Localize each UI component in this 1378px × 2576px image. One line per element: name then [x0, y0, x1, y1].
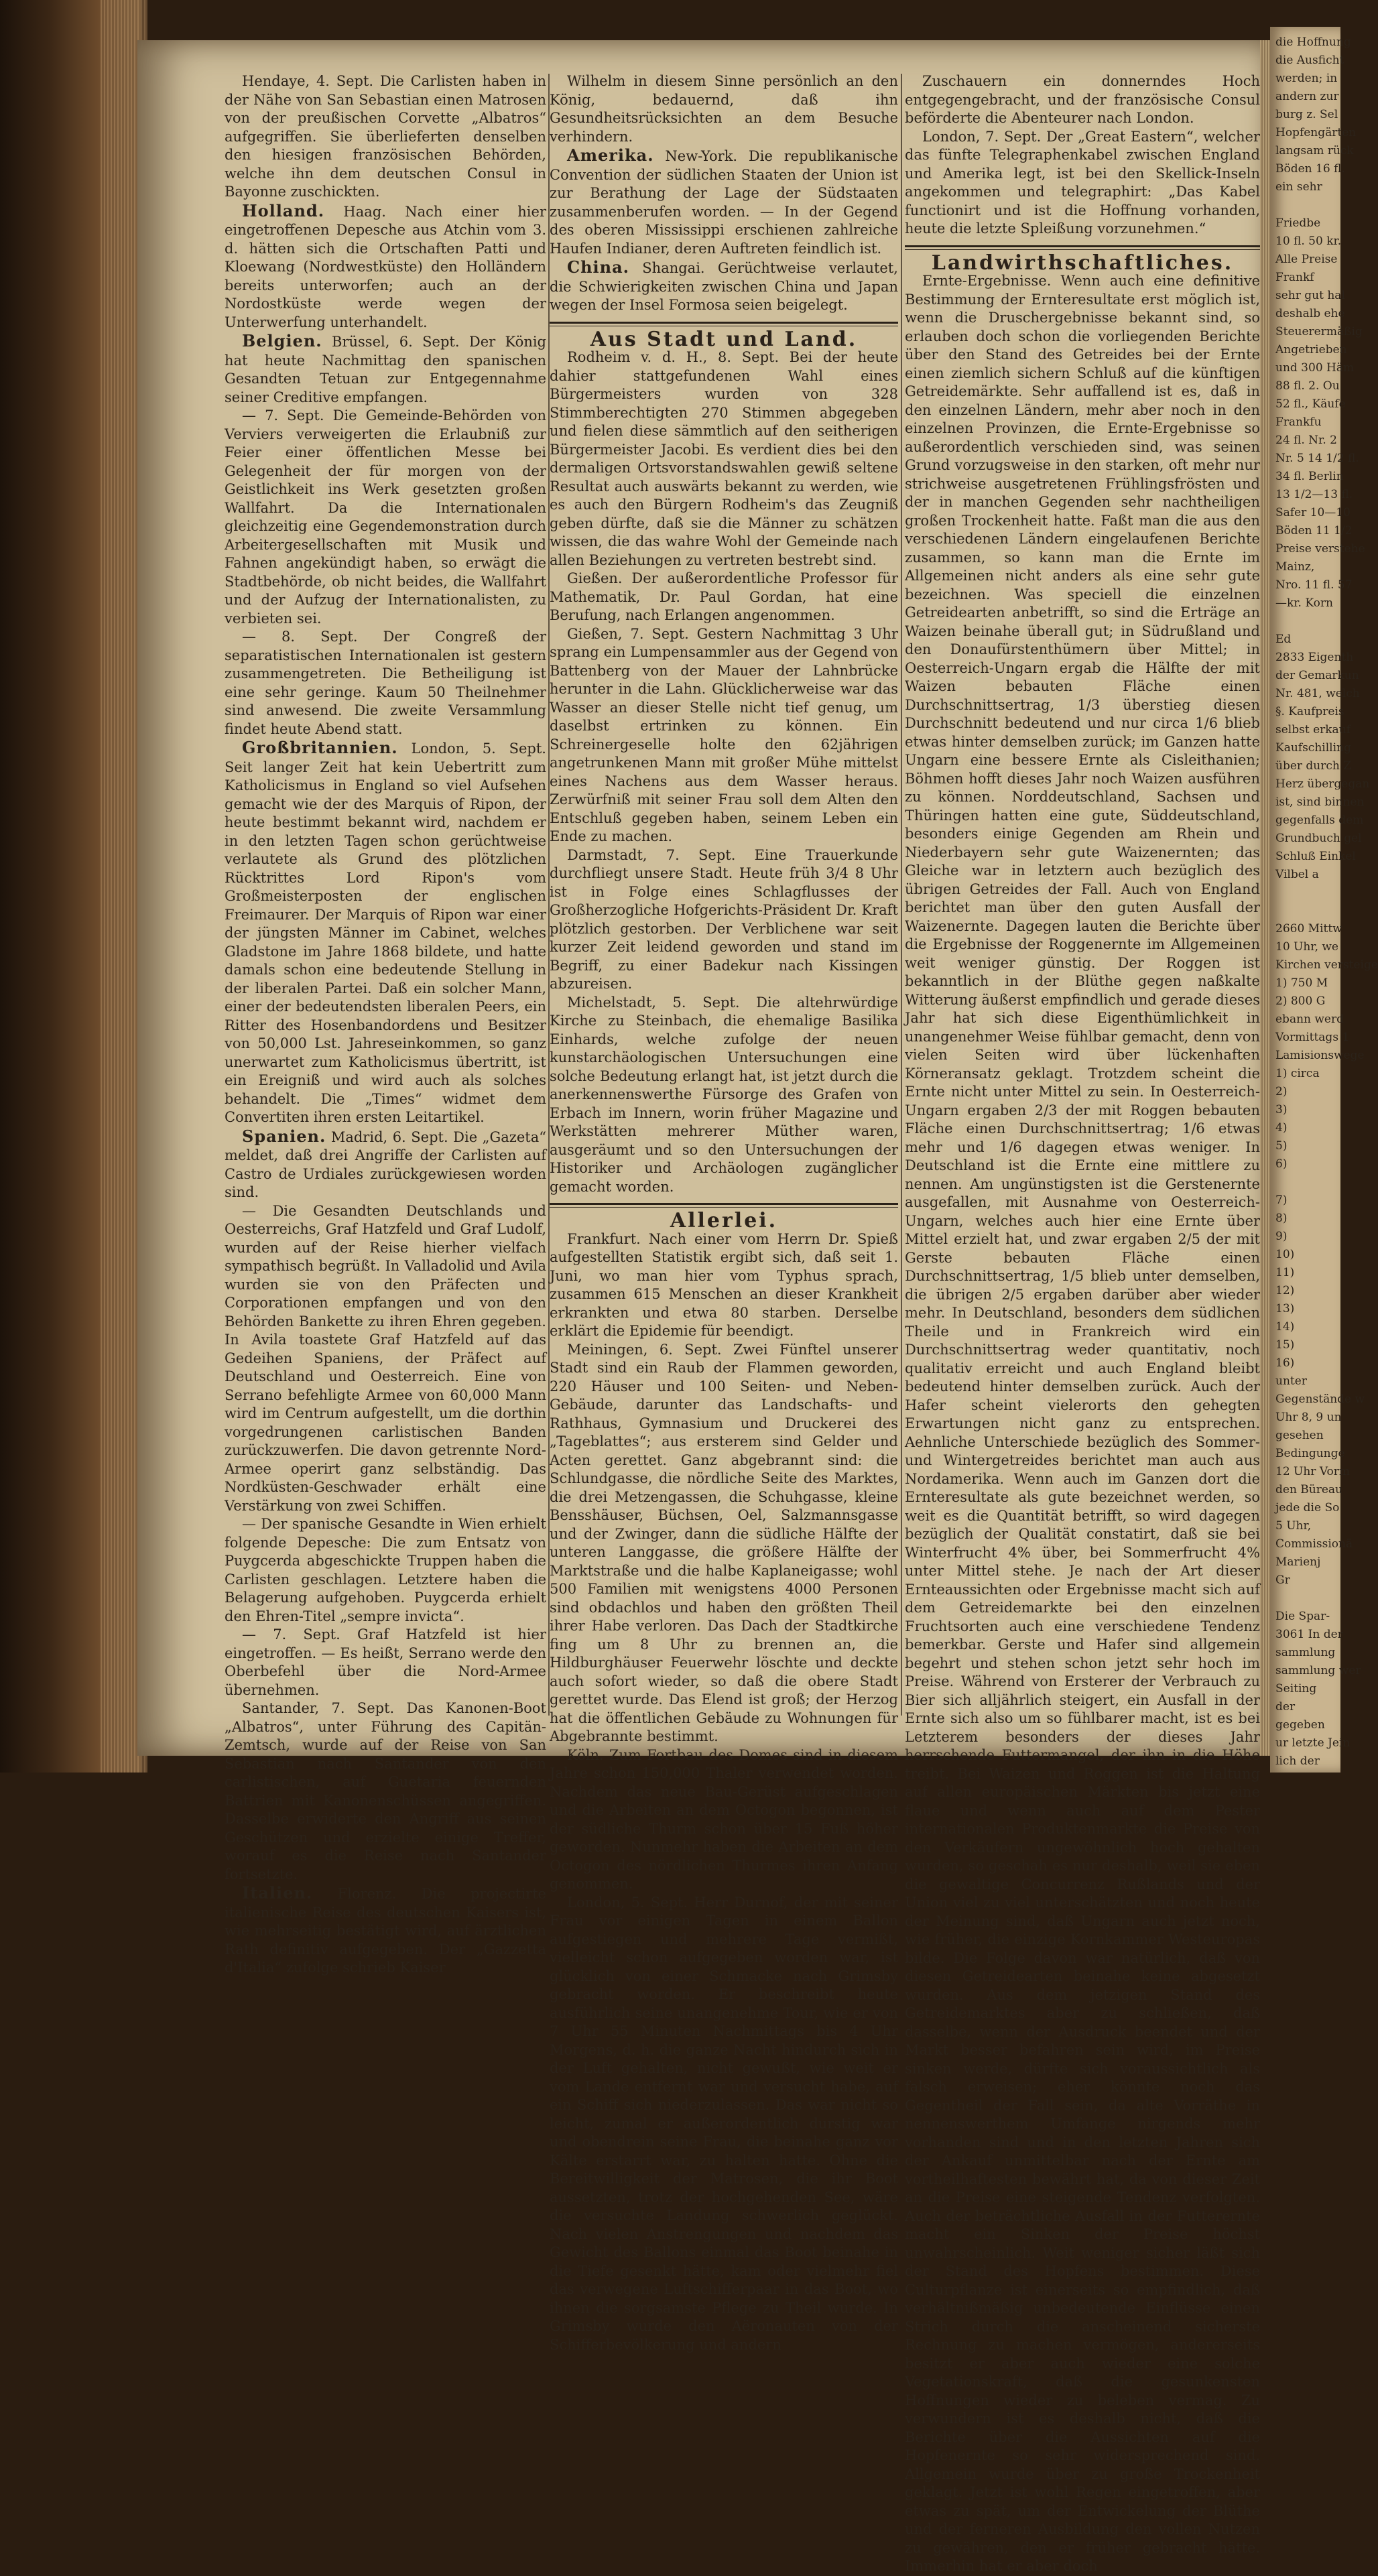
- article-london-great-eastern: London, 7. Sept. Der „Great Eastern“, welcher das fünfte Telegraphenkabel zwischen England und Amerika legt, ist bei den Skellick-Inseln angekommen und telegraphirt: „Das Kabel functionirt und ist die Hoffnung vorhanden, heute die letzte Spleißung vorzunehmen.“: [905, 128, 1260, 237]
- facing-page-line: den Büreau: [1275, 1483, 1343, 1496]
- heading-grossbritannien: Großbritannien.: [242, 738, 398, 757]
- article-china: China. Shangai. Gerüchtweise verlautet, die Schwierigkeiten zwischen China und Japan wegen der Insel Formosa seien beigelegt.: [550, 257, 898, 313]
- facing-page-line: 5 Uhr,: [1275, 1519, 1312, 1533]
- facing-page-line: 11): [1275, 1266, 1295, 1279]
- facing-page-line: Mainz,: [1275, 560, 1315, 574]
- facing-page-line: Angetrieben: [1275, 343, 1347, 357]
- facing-page-line: deshalb ehe: [1275, 307, 1345, 320]
- facing-page-line: Steuerermäßig: [1275, 325, 1363, 338]
- facing-page-line: sammlung wer: [1275, 1664, 1361, 1677]
- article-santander: Santander, 7. Sept. Das Kanonen-Boot „Albatros“, unter Führung des Capitän-Zemtsch, wurde auf der Reise von San Sebastian nach Santander von den carlistischen, auf Guetaria feuernden Battrien mit Kanonenschüssen angegriffen. Dasselbe erwiderte den Angriff aus seinen Geschützen und erzielte einige Treffer, worauf es die Reise nach Santander fortsetzte.: [225, 1700, 546, 1882]
- facing-page-line: 1) circa: [1275, 1067, 1320, 1080]
- facing-page-text: [1275, 34, 1378, 1770]
- heading-amerika: Amerika.: [567, 145, 654, 165]
- facing-page-line: 2833 Eigenth: [1275, 651, 1354, 664]
- article-meiningen: Meiningen, 6. Sept. Zwei Fünftel unserer Stadt sind ein Raub der Flammen geworden, 220 Häuser und 100 Seiten- und Neben-Gebäude, darunter das Landschafts- und Rathhaus, Gymnasium und Druckerei des „Tageblattes“; aus ersterem sind Gelder und Acten gerettet. Ganz abgebrannt sind: die Schlundgasse, die nördliche Seite des Marktes, die drei Metzengassen, die Schuhgasse, kleine Bensshäuser, Büchsen, Oel, Salzmannsgasse und der Zwinger, dann die südliche Hälfte der unteren Langgasse, die größere Hälfte der Marktstraße und die halbe Kaplaneigasse; wohl 500 Familien mit wenigstens 4000 Personen sind obdachlos und haben den größten Theil ihrer Habe verloren. Das Dach der Stadtkirche fing um 8 Uhr zu brennen an, die Hildburghäuser Feuerwehr löschte und deckte auch sofort wieder, so daß die obere Stadt gerettet wurde. Das Elend ist groß; der Herzog hat die öffentlichen Gebäude zu Wohnungen für Abgebrannte bestimmt.: [550, 1341, 898, 1744]
- article-italien: Italien. Florenz. Die projectirte italienische Reise des deutschen Kaisers ist, wie mehrseitig bestätigt wird, auf ärztlichen Rath definitiv aufgegeben. Der „Gazzetta d'Italia“ zufolge schrieb Kaiser: [225, 1883, 546, 1976]
- facing-page-line: 6): [1275, 1157, 1288, 1171]
- article-frankfurt: Frankfurt. Nach einer vom Herrn Dr. Spieß aufgestellten Statistik ergibt sich, daß seit 1. Juni, wo man hier vom Typhus sprach, zusammen 615 Menschen an dieser Krankheit erkrankten und etwa 80 starben. Derselbe erklärt die Epidemie für beendigt.: [550, 1230, 898, 1339]
- facing-page-line: Preise verstehe: [1275, 542, 1365, 556]
- facing-page-line: der: [1275, 1700, 1296, 1714]
- facing-page-line: [1275, 196, 1378, 214]
- facing-page-line: Vormittags 1: [1275, 1031, 1350, 1044]
- facing-page-line: 9): [1275, 1230, 1288, 1243]
- article-amerika: Amerika. New-York. Die republikanische Convention der südlichen Staaten der Union ist zur Berathung der Lage der Südstaaten zusammenberufen worden. — In der Gegend des oberen Mississippi erschienen zahlreiche Haufen Indianer, deren Auftreten feindlich ist.: [550, 145, 898, 257]
- facing-page-line: die Ausficht: [1275, 54, 1344, 67]
- facing-page-line: 3): [1275, 1103, 1288, 1116]
- facing-page-line: werden; in: [1275, 72, 1338, 85]
- facing-page-line: gesehen: [1275, 1429, 1324, 1442]
- heading-italien: Italien.: [242, 1883, 313, 1903]
- facing-page-line: Alle Preise: [1275, 253, 1338, 266]
- facing-page-line: Gr: [1275, 1573, 1290, 1587]
- facing-page-line: 52 fl., Käufe: [1275, 397, 1346, 411]
- facing-page-line: ebann werd: [1275, 1013, 1344, 1026]
- facing-page-line: Uhr 8, 9 un: [1275, 1411, 1342, 1424]
- article-hendaye: Hendaye, 4. Sept. Die Carlisten haben in der Nähe von San Sebastian einen Matrosen von der preußischen Corvette „Albatros“ aufgegriffen. Sie überlieferten denselben den hiesigen französischen Behörden, welche ihn dem deutschen Consul in Bayonne zuschickten.: [225, 73, 546, 200]
- section-divider: [550, 322, 898, 326]
- facing-page-line: 34 fl. Berlin: [1275, 470, 1344, 483]
- facing-page-line: 16): [1275, 1356, 1295, 1370]
- facing-page-line: 15): [1275, 1338, 1295, 1352]
- facing-page-line: Seiting: [1275, 1682, 1317, 1695]
- facing-page-line: sammlung: [1275, 1646, 1336, 1659]
- article-italien-cont: Wilhelm in diesem Sinne persönlich an den König, bedauernd, daß ihn Gesundheitsrücksichten an dem Besuche verhindern.: [550, 73, 898, 145]
- facing-page-line: Gegenstände w: [1275, 1393, 1365, 1406]
- facing-page-line: 24 fl. Nr. 2: [1275, 434, 1337, 447]
- article-darmstadt: Darmstadt, 7. Sept. Eine Trauerkunde durchfliegt unsere Stadt. Heute früh 3/4 8 Uhr ist in Folge eines Schlagflusses der Großherzogliche Hofgerichts-Präsident Dr. Kraft plötzlich gestorben. Der Verblichene war seit kurzer Zeit leidend geworden und stand im Begriff, zu einer Badekur nach Kissingen abzureisen.: [550, 846, 898, 992]
- heading-china: China.: [567, 257, 630, 277]
- facing-page-line: Herz übergegan: [1275, 777, 1370, 791]
- article-giessen-2: Gießen, 7. Sept. Gestern Nachmittag 3 Uhr sprang ein Lumpensammler aus der Gegend von Battenberg von der Mauer der Lahnbrücke herunter in die Lahn. Glücklicherweise war das Wasser an dieser Stelle nicht tief genug, um daselbst ertrinken zu können. Ein Schreinergeselle holte den 62jährigen angetrunkenen Mann mit großer Mühe mittelst eines Nachens aus dem Wasser heraus. Zerwürfniß mit seiner Frau soll dem Alten den Entschluß gegeben haben, seinem Leben ein Ende zu machen.: [550, 625, 898, 844]
- facing-page-line: 12): [1275, 1284, 1295, 1297]
- facing-page-line: 10): [1275, 1248, 1295, 1261]
- facing-page-line: 10 fl. 50 kr.: [1275, 235, 1342, 248]
- facing-page-line: §. Kaufpreis: [1275, 705, 1344, 718]
- article-spanien: Spanien. Madrid, 6. Sept. Die „Gazeta“ meldet, daß drei Angriffe der Carlisten auf Castro de Urdiales zurückgewiesen worden sind.: [225, 1126, 546, 1200]
- facing-page-line: —kr. Korn: [1275, 596, 1333, 610]
- heading-spanien: Spanien.: [242, 1126, 326, 1146]
- article-ernte-ergebnisse: Ernte-Ergebnisse. Wenn auch eine definitive Bestimmung der Ernteresultate erst möglich ist, wenn die Druschergebnisse bekannt sind, so erlauben doch schon die vorliegenden Berichte über den Stand des Getreides bei der Ernte einen ziemlich sichern Schluß auf die künftigen Getreidemärkte. Sehr auffallend ist es, daß in den einzelnen Ländern, mehr aber noch in den einzelnen Provinzen, die Ernte-Ergebnisse so außerordentlich verschieden sind, was seinen Grund vorzugsweise in den starken, oft mehr nur strichweise ausgetretenen Frühlingsfrösten und der in manchen Gegenden sehr nachtheiligen großen Trockenheit hatte. Faßt man die aus den verschiedenen Ländern eingelaufenen Berichte zusammen, so kann man die Ernte im Allgemeinen nicht anders als eine sehr gute bezeichnen. Was speciell die einzelnen Getreidearten anbetrifft, so sind die Erträge an Waizen beinahe überall gut; in Südrußland und den Donaufürstenthümern über Mittel; in Oesterreich-Ungarn ergab die Hälfte der mit Waizen bebauten Fläche einen Durchschnittsertrag, 1/3 überstieg diesen Durchschnitt bedeutend und nur circa 1/6 blieb etwas hinter demselben zurück; im Ganzen hatte Ungarn eine bessere Ernte als Cisleithanien; Böhmen hofft dieses Jahr noch Waizen ausführen zu können. Norddeutschland, Sachsen und Thüringen hatten eine gute, Süddeutschland, besonders einige Gegenden am Rhein und Niederbayern sehr gute Waizenernten; das Gleiche war in letztern auch bezüglich des übrigen Getreides der Fall. Auch von England berichtet man über den guten Ausfall der Waizenernte. Dagegen lauten die Berichte über die Ergebnisse der Roggenernte im Allgemeinen weit weniger günstig. Der Roggen ist bekanntlich in der Blüthe gegen naßkalte Witterung äußerst empfindlich und gerade dieses Jahr hat sich diese Eigenthümlichkeit in unangenehmer Weise fühlbar gemacht, denn von vielen Seiten wird über lückenhaften Körneransatz geklagt. Trotzdem scheint die Ernte nicht unter Mittel zu sein. In Oesterreich-Ungarn ergaben 2/3 der mit Roggen bebauten Fläche einen Durchschnittsertrag; 1/6 etwas mehr und 1/6 dagegen etwas weniger. In Deutschland ist die Ernte eine mittlere zu nennen. Am ungünstigsten ist die Gerstenernte ausgefallen, mit Ausnahme von Oesterreich-Ungarn, welches auch hier eine Ernte über Mittel erzielt hat, und zwar ergaben 2/5 der mit Gerste bebauten Fläche einen Durchschnittsertrag, 1/5 blieb unter demselben, die übrigen 2/5 ergaben darüber aber wieder mehr. In Deutschland, besonders dem südlichen Theile und in Frankreich wird ein Durchschnittsertrag weder quantitativ, noch qualitativ erreicht und auch England bleibt bedeutend hinter demselben zurück. Auch der Hafer scheint vielerorts den gehegten Erwartungen nicht ganz zu entsprechen. Aehnliche Unterschiede bezüglich des Sommer- und Wintergetreides berichtet man auch aus Nordamerika. Wenn auch im Ganzen dort die Ernteresultate als gute bezeichnet werden, so weit es die Quantität betrifft, so wird dagegen bezüglich der Qualität constatirt, daß sie bei Winterfrucht 4% über, bei Sommerfrucht 4% unter Mittel stehe. Je nach der Art dieser Ernteaussichten oder Ergebnisse macht sich auf dem Getreidemarkte bei den einzelnen Fruchtsorten auch eine verschiedene Tendenz bemerkbar. Gerste und Hafer sind allgemein begehrt und stehen schon jetzt sehr hoch im Preise. Während von Ersterer der Verbrauch zu Bier sich alljährlich steigert, ein Ausfall in der Ernte sich also um so fühlbarer macht, ist es bei Letzterem besonders der dieses Jahr herrschende Futtermangel, der ihn in die Höhe treibt. Bei Waizen und Roggen ist die Haltung auf allen europäischen Märkten bis jetzt eine flaue und wenn auch auf dem Pester internationalen Produktenmarkte die Preise von den Verkäufern ungewöhnlich hoch gehalten wurden, so geschah es nur deshalb, weil sie eben die gewaltige Concurrenz Rußlands und der Union viel zu viel unterschätzten und noch heute der Meinung sind, daß Ungarn auch jetzt noch, wie früher, die einzige Kornkammer Westeuropas bilde. Die Folge davon war natürlich, daß von diesen Getreidearten beinahe keine abgesetzt wurden. Aus dem jetzigen Stand des Getreidemarktes aber zu schließen, daß dasselbe, wenn der Ausdruck beendet und der Markt besser befahren sein wird, im Preise sinken werde, dürfte sich voraussichtlich als falsch erweisen; eher könnte noch das Gegentheil der Fall sein, da alte Vorräthe in nennenswerthem Umfange nirgends mehr vorhanden sind und in den letzten Jahren sich der Ankauf unmittelbar nach der Ernte am vortheilhaftesten bewährt hat, da von dieser Zeit an die Preise eine steigende Tendenz verfolgten. Auch der beträchtliche Ausfall in der Futterernte macht ein Sinken der Preise höchst unwahrscheinlich. Weit weniger sicher läßt sich der Stand des Hopfens bestimmen. Diese Culturpflanze ist einerseits so empfindlich, daß verhältnißmäßig unbedeutende Einflüsse einen Strich durch die anscheinend sicherste Rechnung zu machen vermögen, andererseits besitzt er aber auch wieder eine solche Vegetationskraft, daß die gesunkensten Hoffnungen wieder zu beleben vermag. Zu verwundern ist es deshalb nicht, daß die Berichte über die Aussichten auf die Hopfenernte so sehr widersprechend sind. Allgemein wurde über zu große Trockenheit geklagt. Jetzt ist wohl Regen eingetroffen, aber etwas zu spät, um der Entwickelung der Blüthe und der ferneren Ausbildung den vollen Nutzen zu gewähren, den er früher gebracht hätte. Immerhin hat er aber doch: [905, 273, 1260, 2574]
- article-spanien-4: — 7. Sept. Graf Hatzfeld ist hier eingetroffen. — Es heißt, Serrano werde den Oberbefehl über die Nord-Armee übernehmen.: [225, 1626, 546, 1698]
- facing-page-line: burg z. Sel: [1275, 108, 1338, 121]
- facing-page-line: Marienj: [1275, 1555, 1321, 1569]
- section-title-allerlei: Allerlei.: [670, 1209, 778, 1232]
- facing-page-line: 13): [1275, 1302, 1295, 1315]
- facing-page-line: 14): [1275, 1320, 1295, 1334]
- facing-page-line: 2) 800 G: [1275, 994, 1326, 1008]
- facing-page-line: der Gemarkun: [1275, 669, 1359, 682]
- article-belgien-2: — 7. Sept. Die Gemeinde-Behörden von Verviers verweigerten die Erlaubniß zur Feier einer öffentlichen Messe bei Gelegenheit der für morgen von der Geistlichkeit ins Werk gesetzten großen Wallfahrt. Da die Internationalen gleichzeitig eine Gegendemonstration durch Arbeitergesellschaften mit Musik und Fahnen angekündigt haben, so erwägt die Stadtbehörde, ob nicht beides, die Wallfahrt und der Aufzug der Internationalisten, zu verbieten sei.: [225, 407, 546, 627]
- facing-page-line: 3061 In der: [1275, 1628, 1343, 1641]
- section-divider: [550, 1203, 898, 1208]
- article-london-ballon: London, 5. Sept. Herr Durnof, der mit seiner Frau vor einigen Tagen in einem Ballon aufgestiegen und mehrere Tage vermißt, vielleicht schon aufgegeben worden war, ist glücklich von einer Schmacke nach Grimsby gebracht worden. Er beschreibt heute ausführlich seine unangenehme Tour, wie er von 7 Uhr 55 Minuten Nachmittags bis 4 Uhr Morgens, d. h. die ganze Nacht hindurch sich in der Luft gehalten, nicht gewußt, wie weit er vom Lande entfernt war und versucht habe, auf ein Schiff sich niederzulassen. Das war nicht so leicht, zumal er außerordentlich durstig war und obendrein seine Frau, die beinahe ganz vor Kälte erstarrt war, zu halten hatte. Ohne die Bereitwilligkeit der Matrosen, die ihr Boot aussetzten, trotz der hochgehenden See, wäre die versuchte Landung schwerlich geglückt. Nach vielen Anstrengungen und nachdem das Gewicht des Ballons einmal das Boot beinahe in die Tiefe gesenkt hätte, kam oder vielmehr fiel das verwegene Luftschifferpaar in das Boot, wo ihnen die sorgsamste Pflege zu Theil wurde. In Grimsby wurde den Aëronauten von der Schifferbevölkerung und andern: [550, 1894, 898, 2353]
- facing-page-line: Ed: [1275, 633, 1292, 646]
- facing-page-line: Kirchen versteige: [1275, 958, 1378, 972]
- facing-page-line: 13 1/2—13 fl.: [1275, 488, 1353, 501]
- article-belgien-3: — 8. Sept. Der Congreß der separatistischen Internationalen ist gestern zusammengetreten. Die Betheiligung ist eine sehr geringe. Kaum 50 Theilnehmer sind anwesend. Die zweite Versammlung findet heute Abend statt.: [225, 629, 546, 737]
- facing-page-line: gegenfalls dem: [1275, 814, 1364, 827]
- facing-page-line: 10 Uhr, we: [1275, 940, 1338, 954]
- facing-page-line: andern zur: [1275, 90, 1339, 103]
- facing-page-line: Vilbel a: [1275, 868, 1319, 881]
- article-spanien-2: — Die Gesandten Deutschlands und Oesterreichs, Graf Hatzfeld und Graf Ludolf, wurden auf der Reise hierher vielfach sympathisch begrüßt. In Valladolid und Avila wurden sie von den Präfecten und Corporationen empfangen und von den Behörden Bankette zu ihren Ehren gegeben. In Avila toastete Graf Hatzfeld auf das Gedeihen Spaniens, der Präfect auf Deutschland und Oesterreich. Eine von Serrano befehligte Armee von 60,000 Mann wird im Centrum aufgestellt, um die dorthin vorgedrungenen carlistischen Banden zurückzuwerfen. Die davon getrennte Nord-Armee operirt ganz selbständig. Das Nordküsten-Geschwader erhält eine Verstärkung von zwei Schiffen.: [225, 1202, 546, 1514]
- facing-page-line: [1275, 613, 1378, 631]
- facing-page-line: Frankf: [1275, 271, 1314, 284]
- facing-page-line: ur letzte Jein: [1275, 1736, 1351, 1750]
- heading-holland: Holland.: [242, 200, 325, 220]
- article-grossbritannien: Großbritannien. London, 5. Sept. Seit langer Zeit hat kein Uebertritt zum Katholicismus in England so viel Aufsehen gemacht wie der des Marquis of Ripon, der heute bestimmt bekannt wird, nachdem er in den letzten Tagen schon gerüchtweise verlautete als Grund des plötzlichen Rücktrittes Lord Ripon's vom Großmeisterposten der englischen Freimaurer. Der Marquis of Ripon war einer der jüngsten Männer im Cabinet, welches Gladstone im Jahre 1868 bildete, und hatte damals schon eine bedeutende Stellung in der liberalen Partei. Daß ein solcher Mann, einer der bedeutendsten liberalen Peers, ein Ritter des Hosenbandordens und Besitzer von 50,000 Lst. Jahreseinkommen, so ganz unerwartet zum Katholicismus übertritt, ist ein Ereigniß und wird auch als solches behandelt. Die „Times“ widmet dem Convertiten ihren ersten Leitartikel.: [225, 738, 546, 1125]
- facing-page-edge: [1270, 27, 1378, 1773]
- facing-page-line: über durch Z: [1275, 759, 1352, 773]
- facing-page-line: 4): [1275, 1121, 1288, 1135]
- section-divider: [905, 245, 1260, 250]
- facing-page-line: Bedingunge: [1275, 1447, 1345, 1460]
- facing-page-line: Frankfu: [1275, 415, 1322, 429]
- facing-page-line: 8): [1275, 1212, 1288, 1225]
- facing-page-line: 88 fl. 2. Ou: [1275, 379, 1340, 393]
- facing-page-line: lich der: [1275, 1754, 1320, 1768]
- facing-page-line: Friedbe: [1275, 216, 1321, 230]
- facing-page-line: 12 Uhr Vorm: [1275, 1465, 1351, 1478]
- article-holland: Holland. Haag. Nach einer hier eingetroffenen Depesche aus Atchin vom 3. d. hätten sich die Ortschaften Patti und Kloewang (Nordwestküste) den Holländern bereits unterworfen; auch an der Nordostküste werde wegen der Unterwerfung unterhandelt.: [225, 200, 546, 330]
- facing-page-line: 2660 Mittw: [1275, 922, 1342, 936]
- facing-page-line: Nr. 481, welch: [1275, 687, 1360, 700]
- facing-page-line: 2): [1275, 1085, 1288, 1098]
- facing-page-line: Nr. 5 14 1/2 fl.: [1275, 452, 1359, 465]
- facing-page-line: Nro. 11 fl. 57: [1275, 578, 1353, 592]
- facing-page-line: gegeben: [1275, 1718, 1325, 1732]
- facing-page-line: Lamisionswege: [1275, 1049, 1365, 1062]
- article-rodheim: Rodheim v. d. H., 8. Sept. Bei der heute dahier stattgefundenen Wahl eines Bürgermeisters wurden von 328 Stimmberechtigten 270 Stimmen abgegeben und fielen diese sämmtlich auf den seitherigen Bürgermeister Jacobi. Es verdient dies bei den dermaligen Ortsvorstandswahlen gewiß seltene Resultat auch auswärts bekannt zu werden, wie es auch den Bürgern Rodheim's das Zeugniß geben dürfte, daß sie die Männer zu schätzen wissen, die das wahre Wohl der Gemeinde nach allen Beziehungen zu vertreten bestrebt sind.: [550, 349, 898, 568]
- facing-page-line: Böden 16 fl.: [1275, 162, 1345, 176]
- facing-page-line: Kaufschilling: [1275, 741, 1351, 755]
- facing-page-line: 7): [1275, 1194, 1288, 1207]
- facing-page-line: ein sehr: [1275, 180, 1322, 194]
- facing-page-line: sehr gut hal: [1275, 289, 1345, 302]
- facing-page-line: selbst erkauf: [1275, 723, 1351, 736]
- column-rule-2: [901, 74, 902, 1716]
- facing-page-line: jede die So: [1275, 1501, 1340, 1515]
- facing-page-line: die Hoffnung: [1275, 36, 1351, 49]
- article-giessen: Gießen. Der außerordentliche Professor für Mathematik, Dr. Paul Gordan, hat eine Berufung, nach Erlangen angenommen.: [550, 570, 898, 623]
- facing-page-line: [1275, 1590, 1378, 1608]
- facing-page-line: [1275, 1173, 1378, 1192]
- article-michelstadt: Michelstadt, 5. Sept. Die altehrwürdige Kirche zu Steinbach, die ehemalige Basilika Einhards, welche zufolge der neuen kunstarchäologischen Untersuchungen eine solche Bedeutung erlangt hat, ist jetzt durch die anerkennenswerthe Fürsorge des Grafen von Erbach im Innern, worin früher Magazine und Werkstätten mehrerer Müther waren, ausgeräumt und so den Untersuchungen der Historiker und Archäologen zugänglicher gemacht worden.: [550, 994, 898, 1195]
- facing-page-line: ist, sind binnen: [1275, 795, 1365, 809]
- column-3: [905, 72, 1260, 2574]
- facing-page-line: [1275, 884, 1378, 902]
- facing-page-line: 5): [1275, 1139, 1288, 1153]
- section-title-stadt-land: Aus Stadt und Land.: [590, 327, 858, 351]
- facing-page-line: Schluß Einkel: [1275, 850, 1356, 863]
- article-spanien-3: — Der spanische Gesandte in Wien erhielt folgende Depesche: Die zum Entsatz von Puygcerda abgeschickte Truppen haben die Carlisten geschlagen. Letztere haben die Belagerung aufgehoben. Puygcerda erhielt den Ehren-Titel „sempre invicta“.: [225, 1516, 546, 1624]
- facing-page-line: und 300 Häm: [1275, 361, 1355, 375]
- facing-page-line: Safer 10—10: [1275, 506, 1351, 519]
- facing-page-line: Die Spar-: [1275, 1610, 1330, 1623]
- facing-page-line: Böden 11 1/2: [1275, 524, 1353, 537]
- section-title-landwirthschaftliches: Landwirthschaftliches.: [931, 251, 1234, 275]
- heading-belgien: Belgien.: [242, 331, 322, 350]
- facing-page-line: 1) 750 M: [1275, 976, 1328, 990]
- column-2: [550, 72, 898, 2353]
- facing-page-line: Hopfengärten: [1275, 126, 1357, 139]
- facing-page-line: Commissionä: [1275, 1537, 1353, 1551]
- facing-page-line: Grundbuch gel: [1275, 832, 1362, 845]
- facing-page-line: [1275, 902, 1378, 920]
- article-london-cont: Zuschauern ein donnerndes Hoch entgegengebracht, und der französische Consul beförderte die Abenteurer nach London.: [905, 73, 1260, 126]
- facing-page-line: langsam rück: [1275, 144, 1354, 157]
- article-koeln: Köln. Zum Fortbau des Domes sind in diesem Jahre schon 150,000 Thaler verwendet worden. Nachdem das neue Bau-Gerüst aufgeschlagen und die Arbeiten an dem Octogon begonnen, ist der südliche Thurm schon über 15 Fuß höher geworden. Nunmehr haben die Arbeiten an dem Octogon des nördlichen Thurmes ihren Anfang genommen.: [550, 1746, 898, 1892]
- facing-page-line: unter: [1275, 1374, 1307, 1388]
- column-1: [225, 72, 547, 1976]
- article-belgien: Belgien. Brüssel, 6. Sept. Der König hat heute Nachmittag den spanischen Gesandten Tetuan zur Entgegennahme seiner Creditive empfangen.: [225, 331, 547, 405]
